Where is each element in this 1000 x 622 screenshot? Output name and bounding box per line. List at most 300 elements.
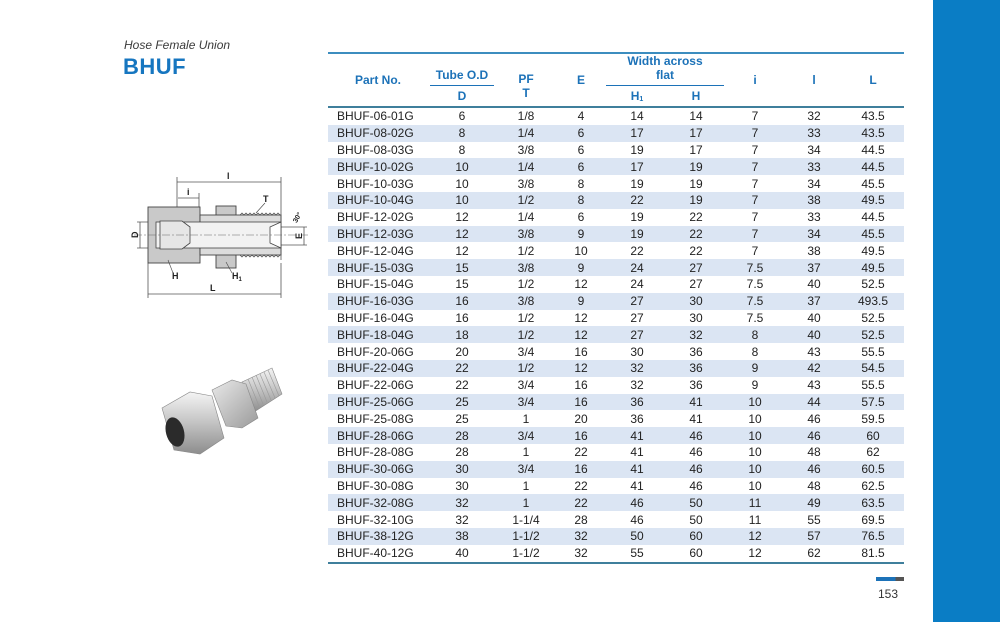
cell-t: 1 <box>522 445 530 460</box>
cell-h1: 27 <box>606 326 668 343</box>
cell-d: 10 <box>455 176 469 191</box>
cell-l-upper: 52.5 <box>842 326 904 343</box>
header-i: i <box>724 53 786 107</box>
cell-d: 28 <box>428 427 496 444</box>
cell-part-no: BHUF-25-08G <box>337 411 414 426</box>
cell-e: 12 <box>574 310 588 325</box>
cell-part-no: BHUF-12-02G <box>337 210 414 225</box>
cell-e: 16 <box>556 461 606 478</box>
cell-h1: 22 <box>606 192 668 209</box>
cell-i: 10 <box>724 394 786 411</box>
cell-h: 41 <box>668 394 724 411</box>
product-subtitle: Hose Female Union <box>124 38 231 52</box>
cell-t: 1-1/4 <box>512 512 540 527</box>
cell-i: 12 <box>724 528 786 545</box>
cell-l-lower: 38 <box>786 192 842 209</box>
cell-h: 32 <box>668 326 724 343</box>
cell-h1: 19 <box>630 142 644 157</box>
cell-i: 7 <box>724 125 786 142</box>
cell-i: 7 <box>724 226 786 243</box>
cell-part-no: BHUF-12-04G <box>337 243 414 258</box>
cell-h1: 30 <box>630 344 644 359</box>
cell-i: 7 <box>751 176 759 191</box>
cell-l-upper: 45.5 <box>861 176 885 191</box>
label-L: L <box>210 283 216 293</box>
cell-l-upper: 63.5 <box>842 494 904 511</box>
cell-part-no: BHUF-30-06G <box>328 461 428 478</box>
cell-e: 8 <box>556 192 606 209</box>
cell-l-lower: 34 <box>807 176 821 191</box>
cell-l-upper: 62.5 <box>861 478 885 493</box>
cell-d: 28 <box>455 445 469 460</box>
cell-l-upper: 49.5 <box>861 243 885 258</box>
table-row <box>328 545 904 563</box>
cell-i: 10 <box>724 461 786 478</box>
cell-h: 30 <box>689 310 703 325</box>
cell-d: 15 <box>428 259 496 276</box>
cell-t: 3/8 <box>496 259 556 276</box>
cell-d: 18 <box>428 326 496 343</box>
cell-h: 27 <box>689 277 703 292</box>
cell-part-no: BHUF-08-03G <box>337 142 414 157</box>
cell-e: 32 <box>556 528 606 545</box>
cell-h1: 27 <box>606 293 668 310</box>
label-h: H <box>172 271 179 281</box>
cell-i: 7.5 <box>724 259 786 276</box>
cell-h1: 27 <box>630 310 644 325</box>
cell-d: 10 <box>428 192 496 209</box>
cell-h1: 41 <box>606 427 668 444</box>
cell-part-no: BHUF-16-04G <box>337 310 414 325</box>
cell-h: 30 <box>668 293 724 310</box>
cell-l-lower: 49 <box>786 494 842 511</box>
cell-l-lower: 37 <box>786 293 842 310</box>
table-row <box>328 107 904 125</box>
cell-l-upper: 43.5 <box>861 109 885 124</box>
cell-d: 25 <box>455 411 469 426</box>
table-row <box>328 293 904 310</box>
cell-l-upper: 43.5 <box>842 125 904 142</box>
label-e: E <box>294 232 304 239</box>
cell-t: 1/2 <box>496 192 556 209</box>
cell-i: 7.5 <box>724 293 786 310</box>
table-row <box>328 226 904 243</box>
cell-l-lower: 32 <box>807 109 821 124</box>
cell-h: 46 <box>689 478 703 493</box>
cell-d: 22 <box>428 360 496 377</box>
cell-i: 7 <box>724 192 786 209</box>
table-row <box>328 528 904 545</box>
cell-e: 6 <box>556 158 606 175</box>
cell-e: 16 <box>574 378 588 393</box>
cell-l-upper: 52.5 <box>861 277 885 292</box>
cell-d: 16 <box>428 293 496 310</box>
cell-t: 1/2 <box>496 326 556 343</box>
cell-t: 3/4 <box>517 344 535 359</box>
cell-h: 22 <box>689 243 703 258</box>
cell-l-lower: 46 <box>786 427 842 444</box>
cell-h: 60 <box>668 545 724 563</box>
cell-l-upper: 59.5 <box>861 411 885 426</box>
cell-part-no: BHUF-10-02G <box>328 158 428 175</box>
cell-h: 27 <box>668 259 724 276</box>
cell-h: 14 <box>689 109 703 124</box>
cell-h1: 19 <box>606 226 668 243</box>
cell-i: 7.5 <box>746 277 764 292</box>
cell-part-no: BHUF-15-03G <box>328 259 428 276</box>
cell-l-upper: 45.5 <box>842 226 904 243</box>
cell-h: 22 <box>668 226 724 243</box>
table-row <box>328 326 904 343</box>
cell-i: 12 <box>724 545 786 563</box>
header-e: E <box>556 53 606 107</box>
table-row <box>328 158 904 175</box>
cell-d: 8 <box>458 142 466 157</box>
label-h1: $H_1$ <box>232 271 242 283</box>
cell-l-lower: 33 <box>807 210 821 225</box>
cell-e: 22 <box>574 478 588 493</box>
cell-t: 3/8 <box>496 293 556 310</box>
technical-drawing <box>120 165 320 300</box>
cell-l-lower: 33 <box>786 158 842 175</box>
cell-i: 7 <box>751 109 759 124</box>
cell-h: 36 <box>689 378 703 393</box>
cell-h: 41 <box>689 411 703 426</box>
cell-h1: 41 <box>630 478 644 493</box>
cell-e: 8 <box>577 176 585 191</box>
cell-d: 25 <box>428 394 496 411</box>
cell-d: 15 <box>455 277 469 292</box>
label-angle: 30° <box>292 211 304 225</box>
cell-l-upper: 54.5 <box>842 360 904 377</box>
cell-d: 32 <box>428 494 496 511</box>
header-part-no: Part No. <box>328 53 428 107</box>
cell-d: 20 <box>455 344 469 359</box>
table-row <box>328 276 904 293</box>
cell-part-no: BHUF-28-08G <box>337 445 414 460</box>
cell-i: 7 <box>751 210 759 225</box>
cell-l-lower: 42 <box>786 360 842 377</box>
cell-t: 1/8 <box>517 109 535 124</box>
cell-part-no: BHUF-18-04G <box>328 326 428 343</box>
cell-l-upper: 76.5 <box>842 528 904 545</box>
table-row <box>328 142 904 159</box>
header-h: H <box>668 86 724 107</box>
cell-l-lower: 40 <box>786 326 842 343</box>
cell-e: 16 <box>574 344 588 359</box>
cell-h1: 32 <box>630 378 644 393</box>
spec-table <box>328 52 904 564</box>
cell-i: 10 <box>748 445 762 460</box>
table-row <box>328 377 904 394</box>
cell-i: 10 <box>748 478 762 493</box>
cell-i: 10 <box>748 411 762 426</box>
header-width-across-flat: Width across flat <box>606 53 724 86</box>
cell-l-upper: 60 <box>842 427 904 444</box>
cell-t: 1 <box>522 478 530 493</box>
cell-part-no: BHUF-10-03G <box>337 176 414 191</box>
cell-h1: 24 <box>630 277 644 292</box>
header-tube-od: Tube O.D <box>428 53 496 86</box>
label-i: i <box>187 187 190 197</box>
cell-part-no: BHUF-32-08G <box>328 494 428 511</box>
cell-h: 46 <box>689 445 703 460</box>
spec-table-container <box>328 52 904 564</box>
table-row <box>328 125 904 142</box>
table-row <box>328 343 904 360</box>
cell-i: 7.5 <box>746 310 764 325</box>
cell-part-no: BHUF-25-06G <box>328 394 428 411</box>
table-row <box>328 209 904 226</box>
cell-t: 3/4 <box>496 461 556 478</box>
table-row <box>328 394 904 411</box>
cell-l-lower: 46 <box>807 411 821 426</box>
cell-h: 17 <box>689 142 703 157</box>
header-l-upper: L <box>842 53 904 107</box>
header-t: T <box>496 86 556 107</box>
cell-h1: 32 <box>606 360 668 377</box>
cell-e: 20 <box>574 411 588 426</box>
cell-part-no: BHUF-28-06G <box>328 427 428 444</box>
cell-t: 1/2 <box>517 277 535 292</box>
cell-i: 8 <box>724 326 786 343</box>
cell-l-upper: 44.5 <box>861 142 885 157</box>
table-row <box>328 360 904 377</box>
side-color-bar <box>933 0 1000 622</box>
cell-h: 17 <box>668 125 724 142</box>
cell-i: 7 <box>751 142 759 157</box>
cell-d: 6 <box>458 109 466 124</box>
cell-h1: 24 <box>606 259 668 276</box>
cell-e: 22 <box>574 445 588 460</box>
cell-l-lower: 48 <box>807 478 821 493</box>
cell-part-no: BHUF-16-03G <box>328 293 428 310</box>
cell-t: 3/8 <box>517 142 535 157</box>
cell-e: 32 <box>556 545 606 563</box>
cell-h: 36 <box>668 360 724 377</box>
cell-part-no: BHUF-15-04G <box>337 277 414 292</box>
cell-t: 3/4 <box>496 427 556 444</box>
cell-i: 10 <box>724 427 786 444</box>
page-number: 153 <box>878 587 899 601</box>
cell-l-upper: 60.5 <box>842 461 904 478</box>
cell-i: 7 <box>724 158 786 175</box>
cell-t: 3/8 <box>517 176 535 191</box>
table-row <box>328 461 904 478</box>
cell-l-lower: 40 <box>807 310 821 325</box>
page-marker <box>876 577 904 581</box>
cell-d: 32 <box>455 512 469 527</box>
cell-d: 12 <box>455 243 469 258</box>
cell-h1: 46 <box>606 494 668 511</box>
cell-l-upper: 62 <box>866 445 880 460</box>
cell-e: 6 <box>556 125 606 142</box>
cell-d: 40 <box>428 545 496 563</box>
cell-d: 38 <box>428 528 496 545</box>
cell-l-upper: 49.5 <box>842 192 904 209</box>
cell-l-lower: 43 <box>807 344 821 359</box>
cell-h1: 22 <box>630 243 644 258</box>
cell-h1: 17 <box>606 125 668 142</box>
cell-part-no: BHUF-30-08G <box>337 478 414 493</box>
cell-l-upper: 44.5 <box>842 158 904 175</box>
cell-d: 30 <box>455 478 469 493</box>
cell-h: 19 <box>668 192 724 209</box>
cell-h1: 50 <box>606 528 668 545</box>
cell-h: 19 <box>689 176 703 191</box>
cell-h1: 36 <box>606 394 668 411</box>
cell-d: 12 <box>455 210 469 225</box>
cell-d: 10 <box>428 158 496 175</box>
cell-h: 19 <box>668 158 724 175</box>
cell-h1: 55 <box>606 545 668 563</box>
cell-l-upper: 81.5 <box>842 545 904 563</box>
cell-i: 8 <box>751 344 759 359</box>
cell-h: 50 <box>689 512 703 527</box>
cell-l-lower: 48 <box>807 445 821 460</box>
cell-e: 28 <box>574 512 588 527</box>
cell-l-upper: 493.5 <box>842 293 904 310</box>
cell-e: 6 <box>577 142 585 157</box>
cell-l-lower: 46 <box>786 461 842 478</box>
table-row <box>328 427 904 444</box>
cell-l-lower: 37 <box>786 259 842 276</box>
cell-e: 12 <box>574 277 588 292</box>
header-h1: $H_1$ <box>606 86 668 107</box>
cell-h: 50 <box>668 494 724 511</box>
cell-t: 1/4 <box>517 210 535 225</box>
cell-part-no: BHUF-38-12G <box>328 528 428 545</box>
header-d: D <box>428 86 496 107</box>
cell-l-lower: 34 <box>807 142 821 157</box>
table-row <box>328 192 904 209</box>
cell-part-no: BHUF-12-03G <box>328 226 428 243</box>
cell-i: 11 <box>724 494 786 511</box>
cell-h: 60 <box>668 528 724 545</box>
cell-e: 6 <box>577 210 585 225</box>
cell-t: 1/2 <box>517 243 535 258</box>
label-l: l <box>227 171 230 181</box>
cell-e: 9 <box>556 226 606 243</box>
cell-part-no: BHUF-22-04G <box>328 360 428 377</box>
cell-e: 10 <box>574 243 588 258</box>
label-d: D <box>130 231 140 238</box>
cell-l-upper: 49.5 <box>842 259 904 276</box>
cell-h1: 46 <box>630 512 644 527</box>
cell-e: 9 <box>556 259 606 276</box>
cell-t: 3/4 <box>496 394 556 411</box>
cell-l-lower: 38 <box>807 243 821 258</box>
cell-t: 1/4 <box>496 158 556 175</box>
cell-i: 9 <box>724 360 786 377</box>
cell-e: 16 <box>556 427 606 444</box>
cell-t: 1-1/2 <box>496 545 556 563</box>
cell-t: 3/4 <box>517 378 535 393</box>
cell-l-upper: 52.5 <box>861 310 885 325</box>
table-row <box>328 410 904 427</box>
cell-h1: 19 <box>630 210 644 225</box>
table-row <box>328 310 904 327</box>
cell-e: 4 <box>577 109 585 124</box>
cell-l-lower: 55 <box>807 512 821 527</box>
cell-t: 1 <box>496 494 556 511</box>
cell-l-lower: 34 <box>786 226 842 243</box>
cell-i: 9 <box>751 378 759 393</box>
cell-d: 16 <box>455 310 469 325</box>
cell-h1: 36 <box>630 411 644 426</box>
table-row <box>328 242 904 259</box>
cell-part-no: BHUF-32-10G <box>337 512 414 527</box>
cell-i: 11 <box>748 512 762 527</box>
cell-t: 3/8 <box>496 226 556 243</box>
table-row <box>328 259 904 276</box>
cell-l-lower: 62 <box>786 545 842 563</box>
cell-l-lower: 57 <box>786 528 842 545</box>
cell-e: 22 <box>556 494 606 511</box>
cell-part-no: BHUF-20-06G <box>337 344 414 359</box>
cell-l-upper: 57.5 <box>842 394 904 411</box>
cell-h1: 17 <box>606 158 668 175</box>
cell-e: 12 <box>556 326 606 343</box>
label-t: T <box>263 194 269 204</box>
cell-l-lower: 43 <box>807 378 821 393</box>
cell-l-upper: 69.5 <box>861 512 885 527</box>
cell-t: 1 <box>522 411 530 426</box>
table-row <box>328 175 904 192</box>
cell-t: 1-1/2 <box>496 528 556 545</box>
cell-part-no: BHUF-22-06G <box>337 378 414 393</box>
product-code-title: BHUF <box>123 54 187 79</box>
cell-t: 1/2 <box>496 360 556 377</box>
cell-h: 22 <box>689 210 703 225</box>
table-row <box>328 511 904 528</box>
cell-h1: 41 <box>606 461 668 478</box>
cell-l-upper: 44.5 <box>861 210 885 225</box>
cell-t: 1/4 <box>496 125 556 142</box>
table-row <box>328 444 904 461</box>
cell-h1: 14 <box>630 109 644 124</box>
cell-d: 30 <box>428 461 496 478</box>
cell-h: 46 <box>668 461 724 478</box>
cell-part-no: BHUF-06-01G <box>337 109 414 124</box>
spec-table-body <box>328 107 904 563</box>
product-photo <box>150 360 310 470</box>
table-row <box>328 478 904 495</box>
table-row <box>328 494 904 511</box>
cell-part-no: BHUF-10-04G <box>328 192 428 209</box>
cell-part-no: BHUF-08-02G <box>328 125 428 142</box>
cell-e: 16 <box>556 394 606 411</box>
cell-h: 46 <box>668 427 724 444</box>
cell-t: 1/2 <box>517 310 535 325</box>
cell-l-upper: 55.5 <box>861 344 885 359</box>
cell-part-no: BHUF-40-12G <box>328 545 428 563</box>
cell-h: 36 <box>689 344 703 359</box>
cell-d: 8 <box>428 125 496 142</box>
cell-i: 7 <box>751 243 759 258</box>
cell-l-lower: 33 <box>786 125 842 142</box>
cell-d: 22 <box>455 378 469 393</box>
cell-h1: 19 <box>630 176 644 191</box>
cell-l-upper: 55.5 <box>861 378 885 393</box>
cell-e: 12 <box>556 360 606 377</box>
cell-h1: 41 <box>630 445 644 460</box>
cell-e: 9 <box>556 293 606 310</box>
cell-l-lower: 44 <box>786 394 842 411</box>
cell-d: 12 <box>428 226 496 243</box>
header-pf: PF <box>496 53 556 86</box>
header-l-lower: l <box>786 53 842 107</box>
